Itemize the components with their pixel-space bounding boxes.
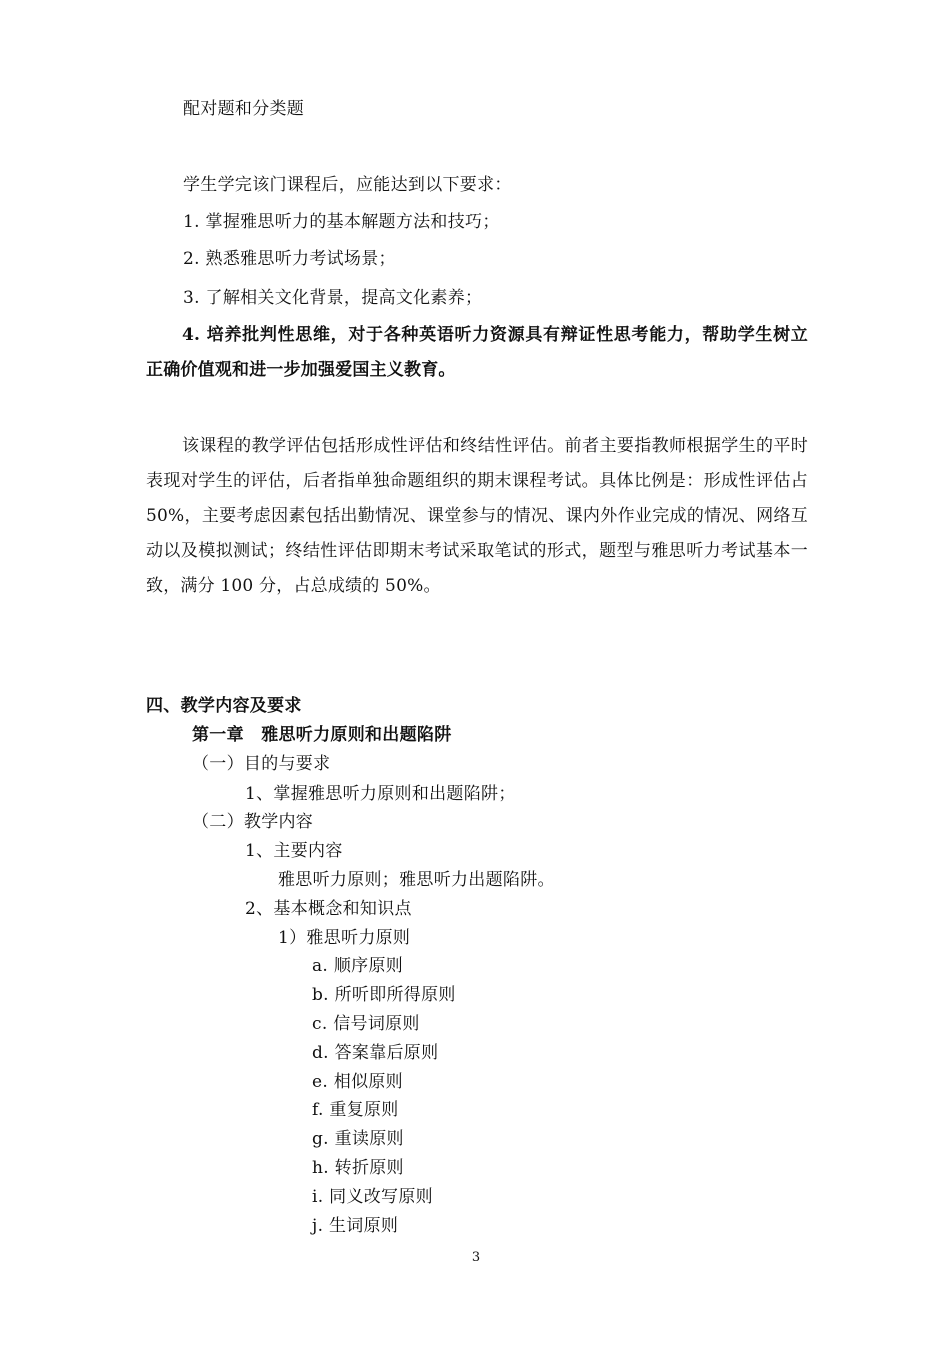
content-heading: （二）教学内容: [192, 812, 314, 832]
principles-heading: 1）雅思听力原则: [278, 928, 411, 948]
principle-item: f. 重复原则: [312, 1100, 399, 1120]
requirement-item-3: 3. 了解相关文化背景，提高文化素养；: [183, 288, 483, 308]
page-number: 3: [471, 1250, 481, 1265]
principle-item: h. 转折原则: [312, 1158, 404, 1178]
section-heading: 四、教学内容及要求: [146, 696, 302, 716]
top-line: 配对题和分类题: [183, 99, 305, 119]
principle-item: i. 同义改写原则: [312, 1187, 433, 1207]
objective-item: 1、掌握雅思听力原则和出题陷阱；: [245, 784, 516, 804]
objectives-heading: （一）目的与要求: [192, 754, 331, 774]
chapter-heading: 第一章 雅思听力原则和出题陷阱: [192, 725, 452, 745]
concepts-heading: 2、基本概念和知识点: [245, 899, 412, 919]
principle-item: j. 生词原则: [312, 1216, 399, 1236]
requirement-item-1: 1. 掌握雅思听力的基本解题方法和技巧；: [183, 212, 500, 232]
principle-item: e. 相似原则: [312, 1072, 403, 1092]
principle-item: b. 所听即所得原则: [312, 985, 456, 1005]
assessment-paragraph: 该课程的教学评估包括形成性评估和终结性评估。前者主要指教师根据学生的平时表现对学生的评估，后者指单独命题组织的期末课程考试。具体比例是：形成性评估占 50%，主要考虑因素包括出勤情况、课堂参与的情况、课内外作业完成的情况、网络互动以及模拟测试；终结性评估即期末考试采取笔试的形式，题型与雅思听力考试基本一致，满分 100 分，占总成绩的 50%。: [146, 436, 808, 596]
requirements-intro: 学生学完该门课程后，应能达到以下要求：: [183, 175, 512, 195]
requirement-item-2: 2. 熟悉雅思听力考试场景；: [183, 249, 396, 269]
main-content-text: 雅思听力原则；雅思听力出题陷阱。: [278, 870, 555, 890]
principle-item: c. 信号词原则: [312, 1014, 420, 1034]
requirement-item-4: 4. 培养批判性思维，对于各种英语听力资源具有辩证性思考能力，帮助学生树立正确价值观和进一步加强爱国主义教育。: [146, 325, 808, 380]
principle-item: a. 顺序原则: [312, 956, 404, 976]
main-content-heading: 1、主要内容: [245, 841, 343, 861]
principle-item: d. 答案靠后原则: [312, 1043, 439, 1063]
principle-item: g. 重读原则: [312, 1129, 404, 1149]
